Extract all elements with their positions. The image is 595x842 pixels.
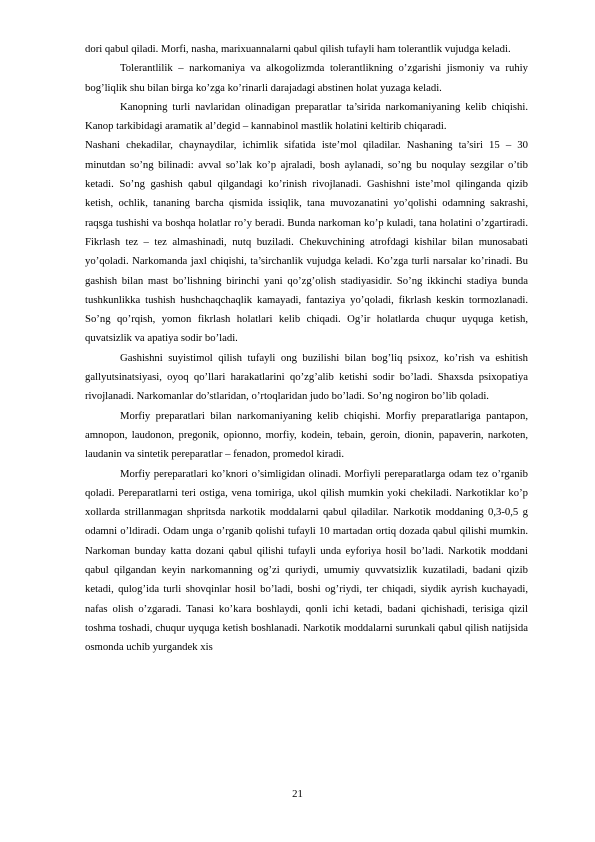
paragraph-continuation: dori qabul qiladi. Morfi, nasha, marixuannalarni qabul qilish tufayli ham tolerantlik vujudga keladi. <box>85 43 511 55</box>
paragraph-hashish-effects: Nashani chekadilar, chaynaydilar, ichimlik sifatida iste’mol qiladilar. Nashaning ta’siri 15 – 30 minutdan so’ng bilinadi: avval so’lak ko’p ajraladi, bosh aylanadi, so’ng bu noqulay sezgilar o’tib ketadi. So’ng gashish qabul qilgandagi ko’rinish rivojlanadi. Gashishni iste’mol qilinganda qizib ketish, ochlik, tananing barcha qismida issiqlik, tana muvozanatini yo’qolishi odamning sakrashi, raqsga tushishi va boshqa holatlar ro’y beradi. Bunda narkoman ko’p kuladi, tana holatini o’zgartiradi. Fikrlash tez – tez almashinadi, nutq buziladi. Chekuvchining atrofdagi kishilar bilan munosabati yo’qoladi. Narkomanda jaxl chiqishi, ta’sirchanlik vujudga keladi. Ko’zga turli narsalar ko’rinadi. Bu gashish bilan mast bo’lishning birinchi yani qo’zg’olish stadiyasidir. So’ng ikkinchi stadiya bunda tushkunlikka tushish hushchaqchaqlik kamayadi, fantaziya yo’qoladi, fikrlash keskin tormozlanadi. So’ng qo’rqish, yomon fikrlash holatlari kelib chiqadi. Og’ir holatlarda chuqur uyquga ketish, quvatsizlik va apatiya sodir bo’ladi. <box>85 139 528 345</box>
paragraph-hashish-consequences: Gashishni suyistimol qilish tufayli ong buzilishi bilan bog’liq psixoz, ko’rish va eshitish gallyutsinatsiyasi, oyoq qo’llari harakatlarini qo’zg’alib ketishi sodir bo’ladi. Shaxsda psixopatiya rivojlanadi. Narkomanlar do’stlaridan, o’rtoqlaridan judo bo’ladi. So’ng nogiron bo’lib qoladi. <box>85 351 528 403</box>
paragraph-morphine-intro: Morfiy preparatlari bilan narkomaniyaning kelib chiqishi. Morfiy preparatlariga pantapon, amnopon, laudonon, pregonik, opionno, morfiy, kodein, tebain, geroin, dionin, papaverin, narkoten, laudanin va sintetik pereparatlar – fenadon, promedol kiradi. <box>85 409 528 461</box>
paragraph-tolerance: Tolerantlilik – narkomaniya va alkogolizmda tolerantlikning o’zgarishi jismoniy va ruhiy bog’liqlik shu bilan birga ko’zga ko’rinarli darajadagi abstinen holat yuzaga keladi. <box>85 62 528 94</box>
paragraph-morphine-effects: Morfiy pereparatlari ko’knori o’simligidan olinadi. Morfiyli pereparatlarga odam tez o’rganib qoladi. Pereparatlarni teri ostiga, vena tomiriga, ukol qilish mumkin yoki chekiladi. Narkotiklar ko’p xollarda strillanmagan shpritsda narkotik moddalarni qabul qiladilar. Narkotik moddaning 0,3-0,5 g odamni o’ldiradi. Odam unga o’rganib qolishi tufayli 10 martadan ortiq dozada qabul qilishi mumkin. Narkoman bunday katta dozani qabul qilishi tufayli unda eyforiya hosil bo’ladi. Narkotik moddani qabul qilgandan keyin narkomanning og’zi quriydi, umumiy quvvatsizlik kuzatiladi, badani qizib ketadi, qulog’ida turli shovqinlar hosil bo’ladi, boshi og’riydi, ter chiqadi, siydik ayrish kuchayadi, nafas olish o’zgaradi. Tanasi ko’kara boshlaydi, qonli ichi ketadi, badani qichishadi, terisiga qizil toshma toshadi, chuqur uyquga ketish boshlanadi. Narkotik moddalarni surunkali qabul qilish natijsida osmonda uchib yurgandek xis <box>85 467 528 654</box>
paragraph-cannabis-intro: Kanopning turli navlaridan olinadigan preparatlar ta’sirida narkomaniyaning kelib chiqishi. Kanop tarkibidagi aramatik al’degid – kannabinol mastlik holatini keltirib chiqaradi. <box>85 100 528 133</box>
page-body <box>85 40 528 658</box>
page-number: 21 <box>292 788 303 800</box>
